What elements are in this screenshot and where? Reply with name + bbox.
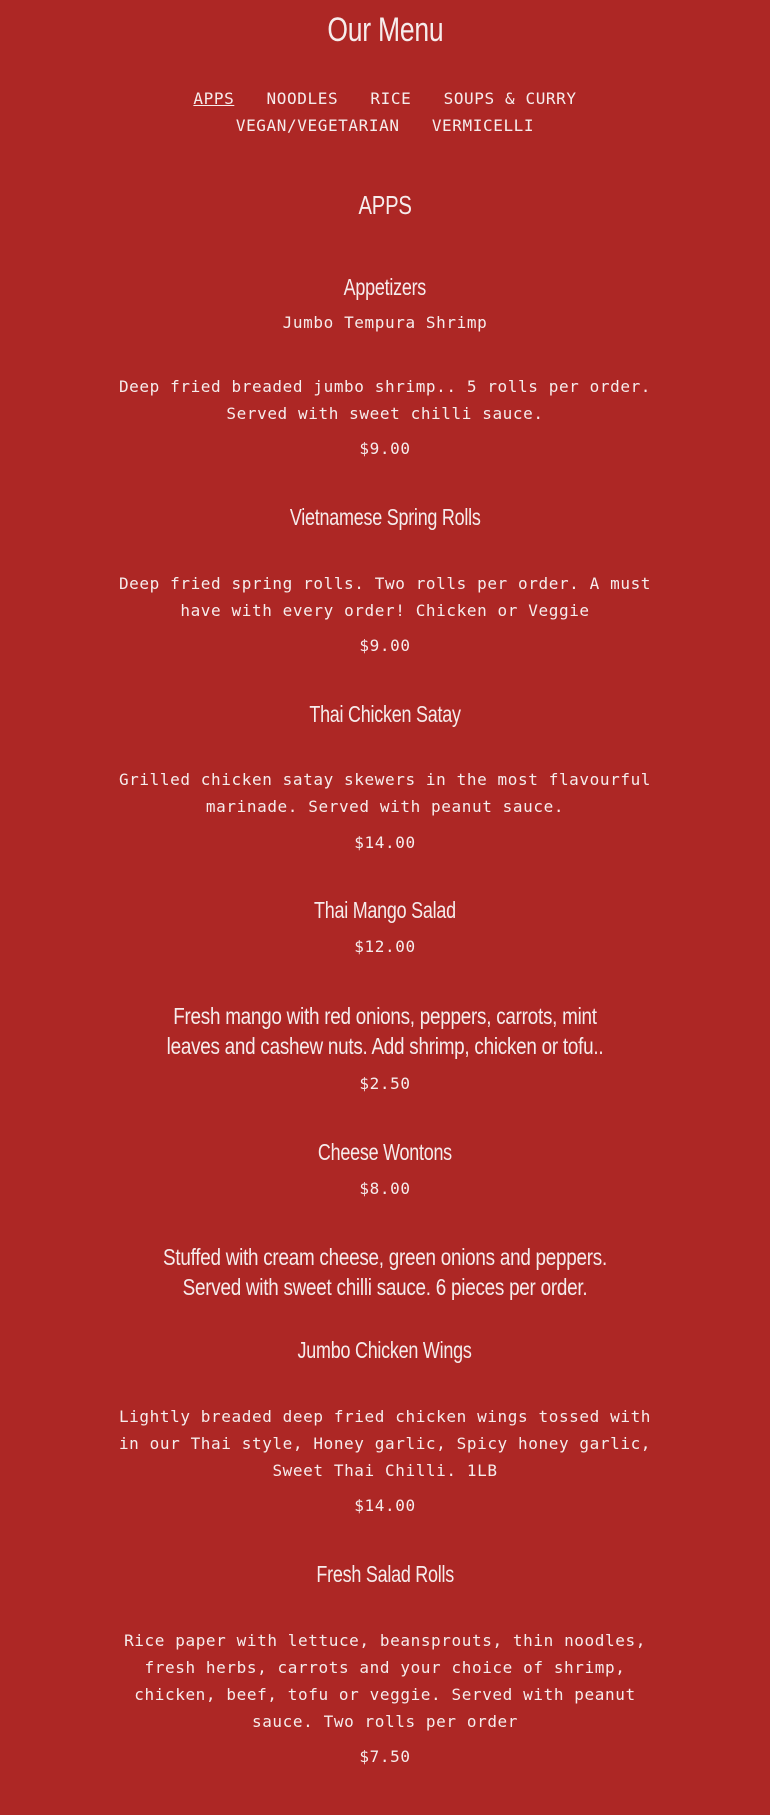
- menu-nav-row-2: [0, 112, 770, 139]
- menu-item-price: $9.00: [359, 636, 411, 655]
- nav-tab-vegan-vegetarian[interactable]: VEGAN/VEGETARIAN: [235, 116, 400, 135]
- menu-item-description: Lightly breaded deep fried chicken wings tossed with in our Thai style, Honey garlic, Spicy honey garlic, Sweet Thai Chilli. 1LB: [118, 1407, 652, 1480]
- nav-tab-apps[interactable]: APPS: [193, 89, 235, 108]
- nav-tab-soups-curry[interactable]: SOUPS & CURRY: [443, 89, 577, 108]
- menu-item-description: Rice paper with lettuce, beansprouts, thin noodles, fresh herbs, carrots and your choice of shrimp, chicken, beef, tofu or veggie. Served with peanut sauce. Two rolls per order: [124, 1631, 646, 1731]
- menu-item-description: Grilled chicken satay skewers in the most flavourful marinade. Served with peanut sauce.: [118, 770, 652, 816]
- nav-tab-vermicelli[interactable]: VERMICELLI: [431, 116, 535, 135]
- nav-tab-noodles[interactable]: NOODLES: [266, 89, 339, 108]
- menu-item-name: Vietnamese Spring Rolls: [289, 504, 481, 530]
- menu-item-name: Jumbo Tempura Shrimp: [282, 313, 488, 332]
- menu-item-price: $14.00: [354, 833, 416, 852]
- menu-item-price: $8.00: [359, 1179, 411, 1198]
- menu-item-description: Deep fried spring rolls. Two rolls per order. A must have with every order! Chicken or Veggie: [118, 574, 652, 620]
- menu-item-name: Jumbo Chicken Wings: [297, 1337, 473, 1363]
- menu-item-addon-price: $2.50: [359, 1074, 411, 1093]
- menu-item-name: Fresh Salad Rolls: [316, 1561, 454, 1587]
- category-title: Appetizers: [343, 274, 427, 300]
- menu-item-price: $9.00: [359, 439, 411, 458]
- page-title: Our Menu: [326, 11, 444, 49]
- menu-item-price: $12.00: [354, 937, 416, 956]
- menu-item-name: Thai Chicken Satay: [309, 701, 461, 727]
- menu-item-name: Cheese Wontons: [317, 1139, 453, 1165]
- menu-item-description: Stuffed with cream cheese, green onions and peppers. Served with sweet chilli sauce. 6 pieces per order.: [162, 1244, 607, 1300]
- menu-item-description: Fresh mango with red onions, peppers, carrots, mint leaves and cashew nuts. Add shrimp, chicken or tofu..: [166, 1003, 604, 1059]
- menu-item-price: $7.50: [359, 1747, 411, 1766]
- menu-item-description: Deep fried breaded jumbo shrimp.. 5 rolls per order. Served with sweet chilli sauce.: [118, 377, 652, 423]
- menu-nav-row-1: [0, 85, 770, 112]
- nav-tab-rice[interactable]: RICE: [370, 89, 412, 108]
- menu-item-price: $14.00: [354, 1496, 416, 1515]
- menu-item-name: Thai Mango Salad: [314, 897, 456, 923]
- section-title: APPS: [358, 190, 412, 220]
